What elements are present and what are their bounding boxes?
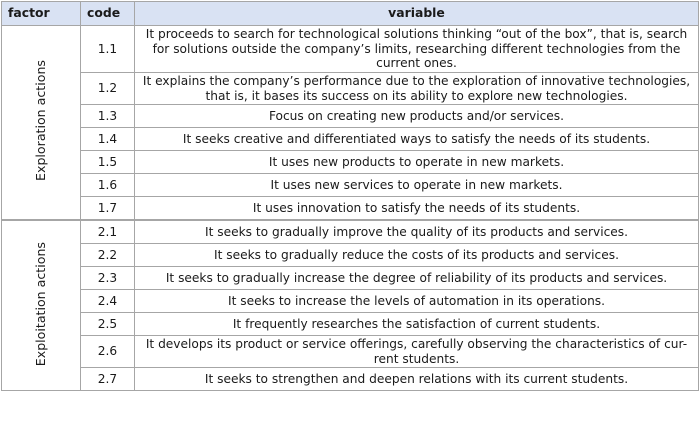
table-row: [2, 313, 699, 336]
table-row: [2, 73, 699, 105]
variable-cell: It seeks to gradually increase the degree of reliability of its products and services.: [135, 267, 699, 290]
code-cell: 2.7: [81, 368, 135, 391]
table-row: [2, 336, 699, 368]
variable-cell: It uses new services to operate in new markets.: [135, 174, 699, 197]
variable-cell: It seeks to increase the levels of automation in its operations.: [135, 290, 699, 313]
code-cell: 1.2: [81, 73, 135, 105]
table-row: [2, 151, 699, 174]
code-cell: 1.4: [81, 128, 135, 151]
variable-cell: It seeks to strengthen and deepen relations with its current students.: [135, 368, 699, 391]
table-row: [2, 368, 699, 391]
table-row: [2, 197, 699, 221]
variable-cell: Focus on creating new products and/or services.: [135, 105, 699, 128]
code-cell: 2.5: [81, 313, 135, 336]
code-cell: 2.6: [81, 336, 135, 368]
header-variable: variable: [135, 2, 699, 26]
table-header-row: [2, 2, 699, 26]
code-cell: 2.3: [81, 267, 135, 290]
variable-cell: It explains the company’s performance due to the exploration of innovative technologies, that is, it bases its success on its ability to explore new technologies.: [135, 73, 699, 105]
table-row: [2, 220, 699, 244]
factor-label-exploitation: Exploitation actions: [32, 241, 48, 366]
variables-table: [1, 1, 699, 391]
table-row: [2, 128, 699, 151]
variable-cell: It seeks creative and differentiated ways to satisfy the needs of its students.: [135, 128, 699, 151]
variable-cell: It seeks to gradually reduce the costs of its products and services.: [135, 244, 699, 267]
header-factor: factor: [2, 2, 81, 26]
table-row: [2, 105, 699, 128]
variable-cell: It proceeds to search for technological solutions thinking “out of the box”, that is, search for solutions outside the company’s limits, researching different technologies from the current ones.: [135, 26, 699, 73]
code-cell: 1.1: [81, 26, 135, 73]
code-cell: 2.4: [81, 290, 135, 313]
table-row: [2, 244, 699, 267]
variable-cell: It uses new products to operate in new markets.: [135, 151, 699, 174]
variable-cell: It develops its product or service offerings, carefully observing the characteristics of cur-rent students.: [135, 336, 699, 368]
table-row: [2, 290, 699, 313]
table-row: [2, 174, 699, 197]
factor-label-exploration: Exploration actions: [32, 60, 48, 182]
table-row: [2, 26, 699, 73]
code-cell: 1.6: [81, 174, 135, 197]
table-row: [2, 267, 699, 290]
variable-cell: It seeks to gradually improve the quality of its products and services.: [135, 220, 699, 244]
code-cell: 2.1: [81, 220, 135, 244]
variable-cell: It frequently researches the satisfaction of current students.: [135, 313, 699, 336]
code-cell: 1.7: [81, 197, 135, 221]
code-cell: 1.3: [81, 105, 135, 128]
code-cell: 1.5: [81, 151, 135, 174]
factor-cell-exploration: [2, 26, 81, 221]
variable-cell: It uses innovation to satisfy the needs of its students.: [135, 197, 699, 221]
code-cell: 2.2: [81, 244, 135, 267]
factor-cell-exploitation: [2, 220, 81, 391]
header-code: code: [81, 2, 135, 26]
